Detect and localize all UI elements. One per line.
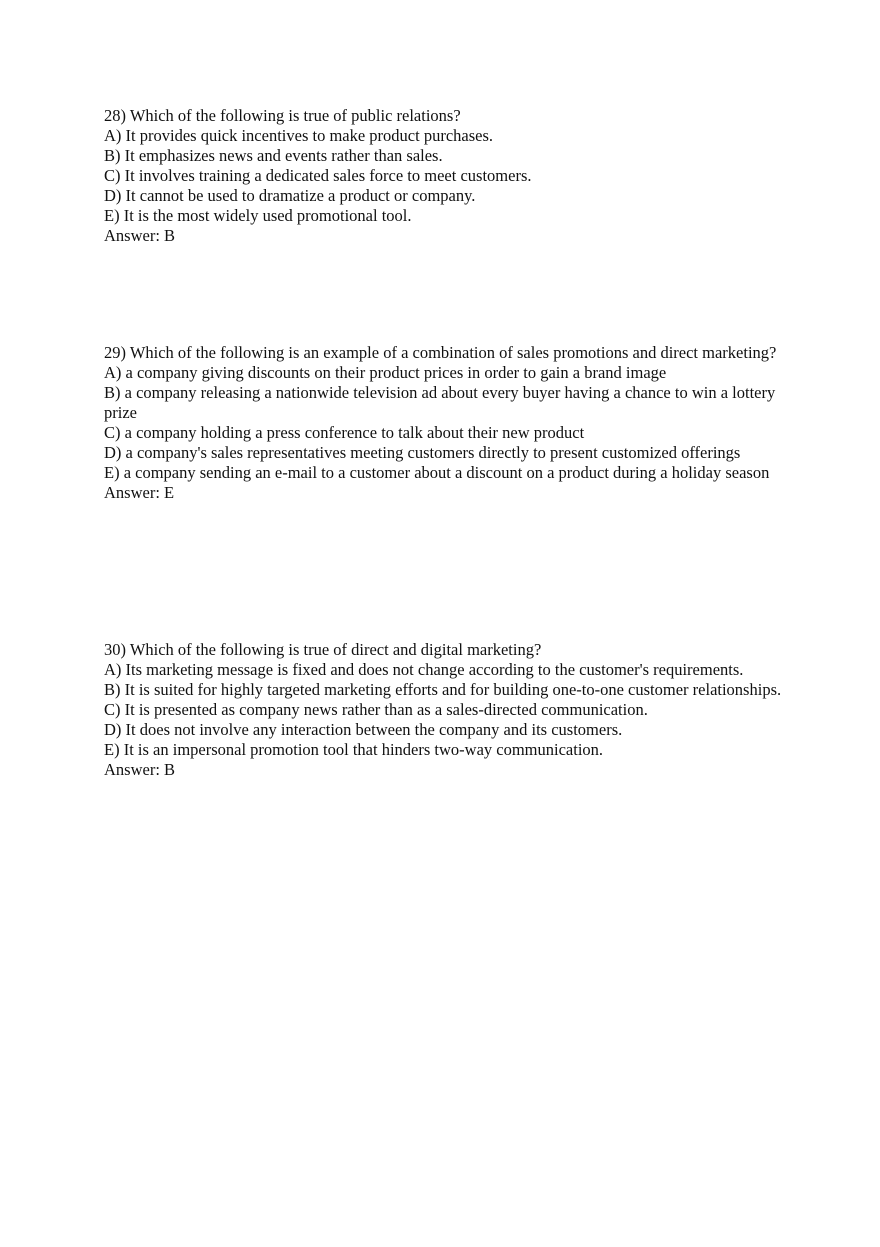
- option-e: E) a company sending an e-mail to a customer about a discount on a product during a holiday season: [104, 463, 770, 482]
- question-30: [104, 640, 794, 780]
- option-d: D) a company's sales representatives meeting customers directly to present customized offerings: [104, 443, 741, 462]
- question-prompt: 30) Which of the following is true of direct and digital marketing?: [104, 640, 542, 659]
- question-prompt: 29) Which of the following is an example of a combination of sales promotions and direct marketing?: [104, 343, 777, 362]
- option-b: B) It emphasizes news and events rather than sales.: [104, 146, 443, 165]
- option-c: C) It is presented as company news rather than as a sales-directed communication.: [104, 700, 648, 719]
- option-b: B) It is suited for highly targeted marketing efforts and for building one-to-one customer relationships.: [104, 680, 782, 699]
- answer-line: Answer: B: [104, 226, 176, 245]
- option-e: E) It is an impersonal promotion tool that hinders two-way communication.: [104, 740, 604, 759]
- option-e: E) It is the most widely used promotional tool.: [104, 206, 412, 225]
- option-b: B) a company releasing a nationwide television ad about every buyer having a chance to win a lottery prize: [104, 383, 776, 422]
- answer-line: Answer: E: [104, 483, 175, 502]
- option-d: D) It does not involve any interaction between the company and its customers.: [104, 720, 623, 739]
- option-c: C) It involves training a dedicated sales force to meet customers.: [104, 166, 532, 185]
- question-29: [104, 343, 794, 503]
- option-a: A) Its marketing message is fixed and does not change according to the customer's requirements.: [104, 660, 744, 679]
- option-d: D) It cannot be used to dramatize a product or company.: [104, 186, 476, 205]
- option-a: A) a company giving discounts on their product prices in order to gain a brand image: [104, 363, 667, 382]
- answer-line: Answer: B: [104, 760, 176, 779]
- question-prompt: 28) Which of the following is true of public relations?: [104, 106, 461, 125]
- question-28: [104, 106, 794, 246]
- option-a: A) It provides quick incentives to make product purchases.: [104, 126, 494, 145]
- option-c: C) a company holding a press conference to talk about their new product: [104, 423, 585, 442]
